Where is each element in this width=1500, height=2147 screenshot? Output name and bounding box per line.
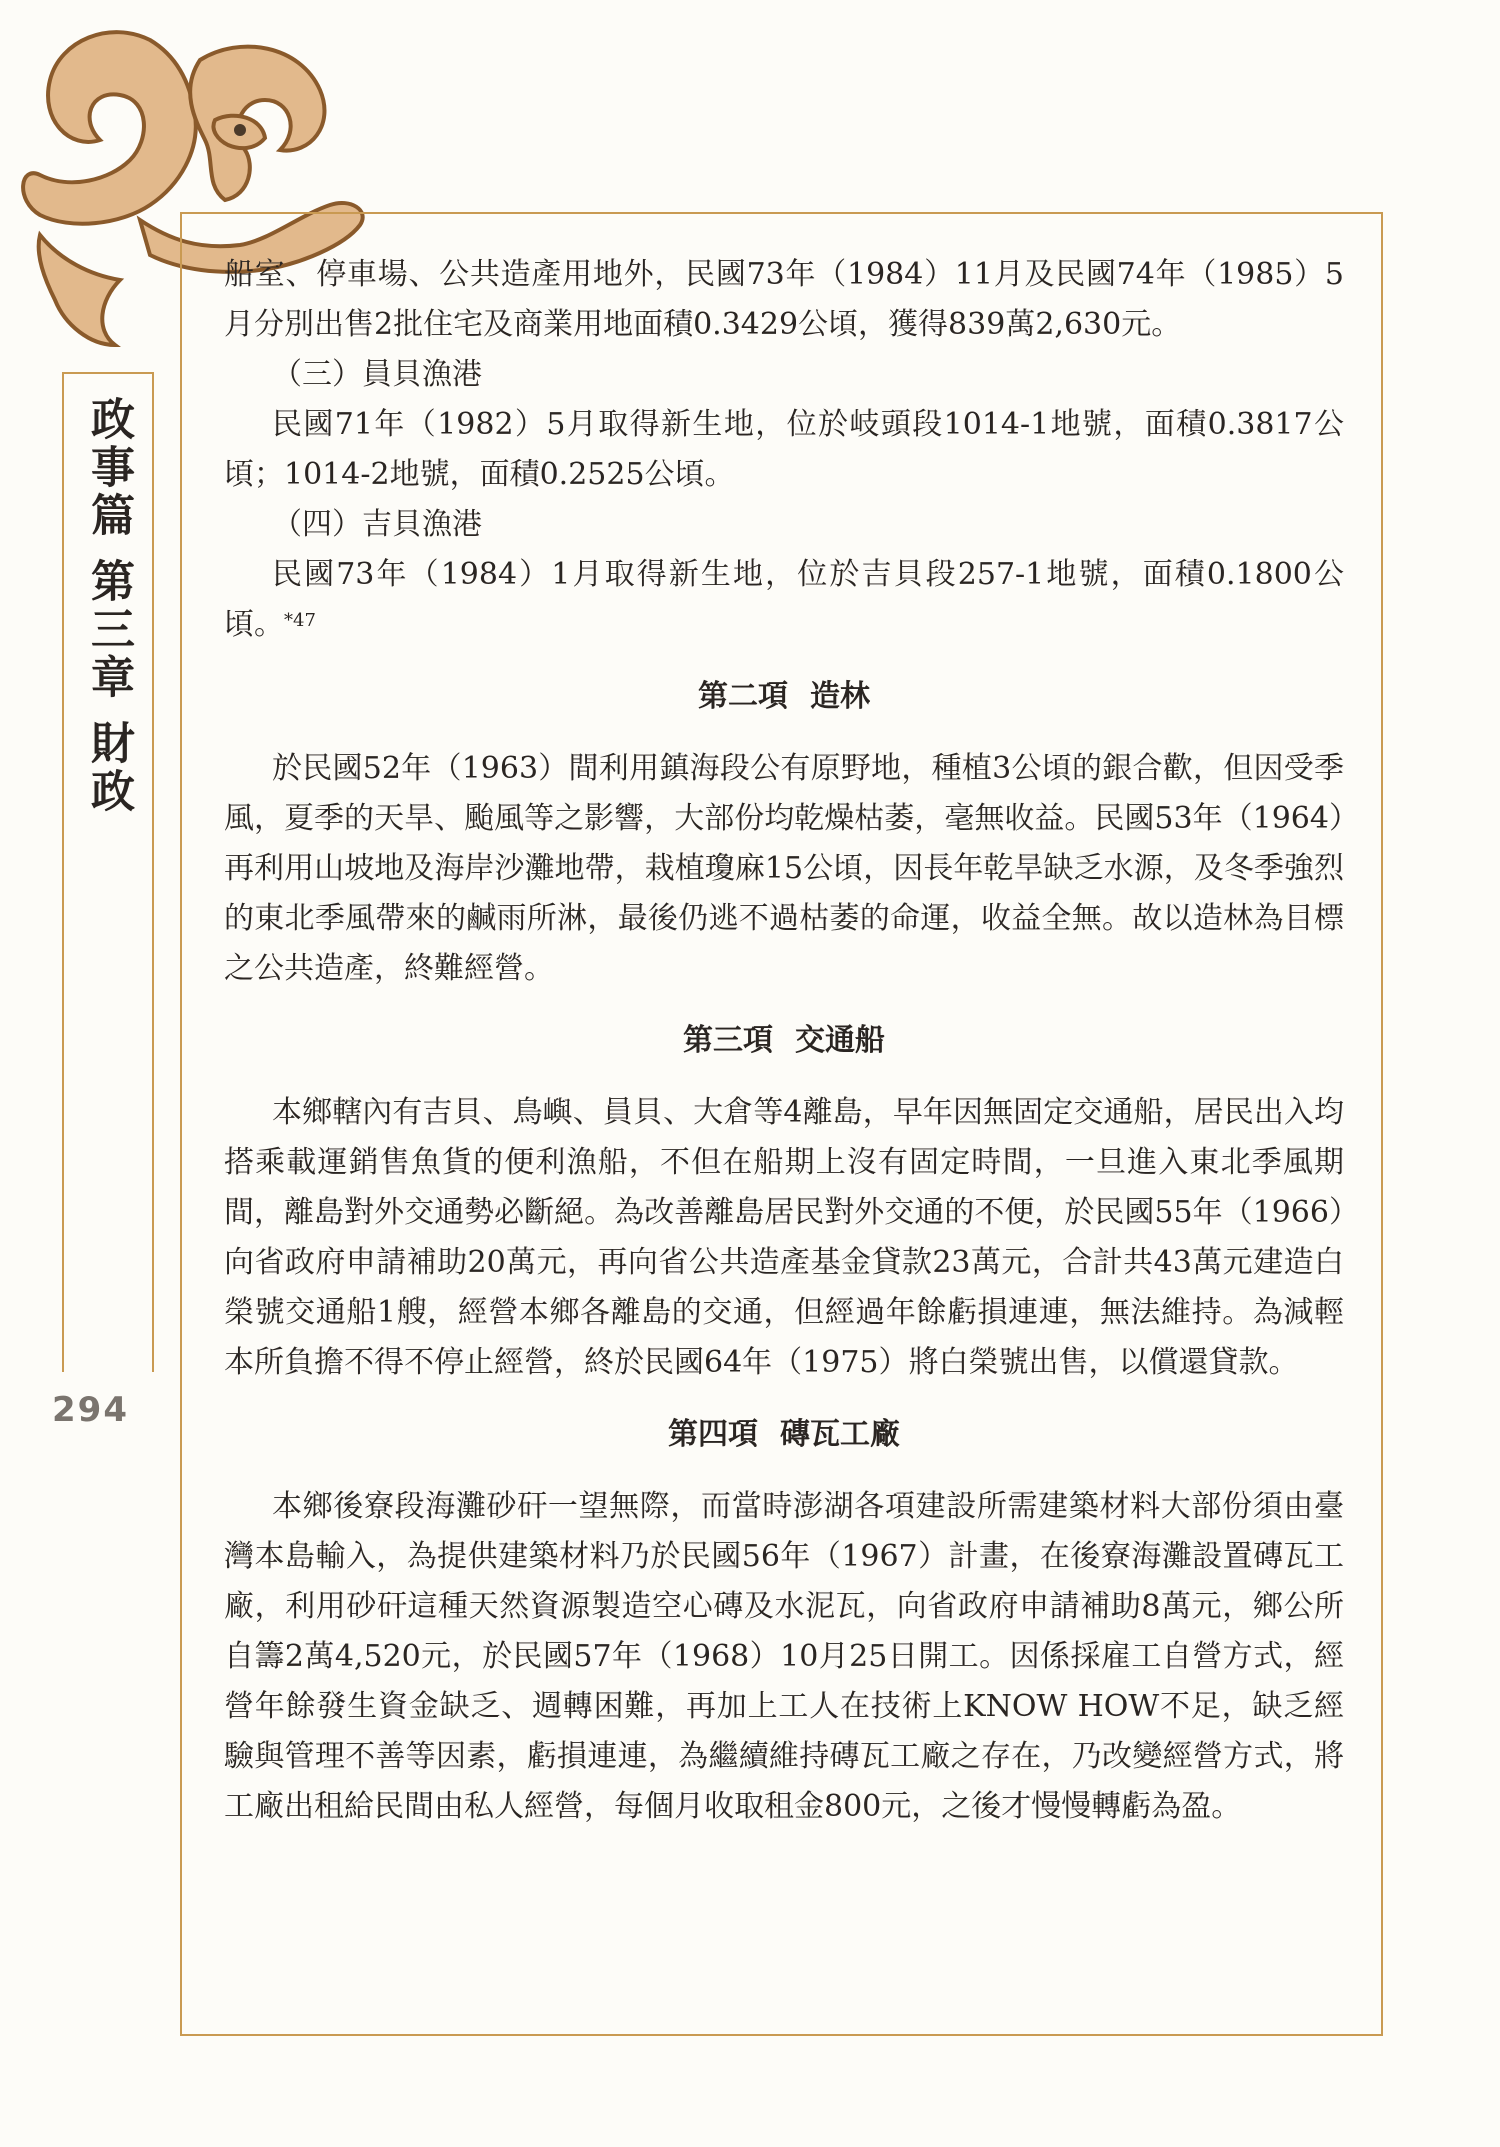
section-number: 第四項 (668, 1417, 758, 1452)
section-number: 第二項 (698, 679, 788, 714)
chapter-title: 財政 (83, 720, 134, 816)
subheading-jibei: （四）吉貝漁港 (272, 507, 482, 542)
page-content (224, 250, 1344, 1832)
chapter-side-tab (62, 372, 154, 1372)
chapter-label: 第三章 (83, 558, 134, 702)
section-title-ferry (224, 1016, 1344, 1066)
section-name: 磚瓦工廠 (780, 1417, 900, 1452)
paragraph-jibei-text: 民國73年（1984）1月取得新生地，位於吉貝段257-1地號，面積0.1800公頃。 (224, 557, 1344, 642)
subheading-yuanbei: （三）員貝漁港 (272, 357, 482, 392)
paragraph-jibei (224, 550, 1344, 650)
paragraph-continued: 船室、停車場、公共造產用地外，民國73年（1984）11月及民國74年（1985）5月分別出售2批住宅及商業用地面積0.3429公頃，獲得839萬2,630元。 (224, 257, 1344, 342)
section-name: 交通船 (795, 1023, 885, 1058)
footnote-marker: *47 (284, 610, 316, 631)
section-title-forestation (224, 672, 1344, 722)
section-name: 造林 (810, 679, 870, 714)
page-number: 294 (52, 1390, 129, 1430)
paragraph-ferry: 本鄉轄內有吉貝、鳥嶼、員貝、大倉等4離島，早年因無固定交通船，居民出入均搭乘載運銷售魚貨的便利漁船，不但在船期上沒有固定時間，一旦進入東北季風期間，離島對外交通勢必斷絕。為改善離島居民對外交通的不便，於民國55年（1966）向省政府申請補助20萬元，再向省公共造產基金貸款23萬元，合計共43萬元建造白榮號交通船1艘，經營本鄉各離島的交通，但經過年餘虧損連連，無法維持。為減輕本所負擔不得不停止經營，終於民國64年（1975）將白榮號出售，以償還貸款。 (224, 1095, 1344, 1380)
section-title-brick-factory (224, 1410, 1344, 1460)
paragraph-brick-factory: 本鄉後寮段海灘砂矸一望無際，而當時澎湖各項建設所需建築材料大部份須由臺灣本島輸入，為提供建築材料乃於民國56年（1967）計畫，在後寮海灘設置磚瓦工廠，利用砂矸這種天然資源製造空心磚及水泥瓦，向省政府申請補助8萬元，鄉公所自籌2萬4,520元，於民國57年（1968）10月25日開工。因係採雇工自營方式，經營年餘發生資金缺乏、週轉困難，再加上工人在技術上KNOW HOW不足，缺乏經驗與管理不善等因素，虧損連連，為繼續維持磚瓦工廠之存在，乃改變經營方式，將工廠出租給民間由私人經營，每個月收取租金800元，之後才慢慢轉虧為盈。 (224, 1489, 1344, 1824)
section-label: 政事篇 (83, 396, 134, 540)
paragraph-forestation: 於民國52年（1963）間利用鎮海段公有原野地，種植3公頃的銀合歡，但因受季風，夏季的天旱、颱風等之影響，大部份均乾燥枯萎，毫無收益。民國53年（1964）再利用山坡地及海岸沙灘地帶，栽植瓊麻15公頃，因長年乾旱缺乏水源，及冬季強烈的東北季風帶來的鹹雨所淋，最後仍逃不過枯萎的命運，收益全無。故以造林為目標之公共造產，終難經營。 (224, 751, 1344, 986)
paragraph-yuanbei: 民國71年（1982）5月取得新生地，位於岐頭段1014-1地號，面積0.3817公頃；1014-2地號，面積0.2525公頃。 (224, 407, 1344, 492)
section-number: 第三項 (683, 1023, 773, 1058)
